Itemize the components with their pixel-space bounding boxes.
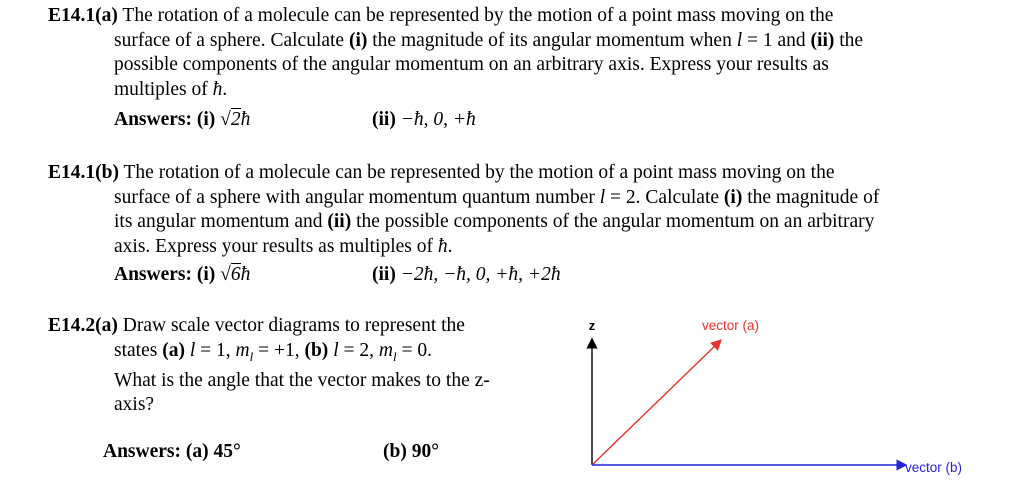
math-subscript: l: [249, 348, 254, 364]
problem-id: E14.2(a): [48, 315, 118, 336]
math-subscript: l: [392, 348, 397, 364]
math-variable: l: [736, 29, 743, 51]
part-marker: (ii): [810, 29, 835, 51]
problem-text: its angular momentum and: [114, 211, 328, 232]
hbar-symbol: ħ: [437, 235, 448, 257]
problem-text: the: [834, 29, 864, 51]
math-variable: m: [235, 339, 250, 361]
hbar-symbol: ħ: [240, 109, 251, 130]
problem-text: the magnitude of its angular momentum when: [367, 29, 737, 51]
answers-label: Answers:: [114, 109, 192, 130]
problem-text: axis. Express your results as multiples of: [114, 235, 438, 257]
problem-text: = 2,: [338, 339, 379, 361]
problem-text: The rotation of a molecule can be represented by the motion of a point mass moving on the: [122, 5, 834, 26]
problem-id: E14.1(a): [48, 5, 118, 26]
problem-text: surface of a sphere. Calculate: [114, 29, 349, 51]
problem-text: = +1,: [253, 339, 305, 361]
answer-ii-value: −ħ, 0, +ħ: [400, 109, 476, 130]
problem-text: surface of a sphere with angular momentum quantum number: [114, 186, 600, 208]
problem-text: Draw scale vector diagrams to represent the: [122, 315, 465, 336]
hbar-symbol: ħ: [240, 264, 251, 285]
problem-text: = 1,: [195, 339, 236, 361]
math-variable: m: [378, 339, 393, 361]
problem-text: multiples of: [114, 78, 213, 100]
part-marker: (i): [348, 29, 368, 51]
sqrt-symbol: √: [220, 264, 231, 285]
answer-part-label: (ii): [372, 264, 396, 285]
part-marker: (a): [162, 339, 185, 361]
problem-text: possible components of the angular momentum on an arbitrary axis. Express your results as: [114, 54, 829, 75]
z-axis-label: z: [588, 318, 596, 333]
problem-text: the possible components of the angular momentum on an arbitrary: [351, 211, 875, 232]
part-marker: (b): [304, 339, 329, 361]
radicand: 2: [230, 109, 241, 130]
radicand: 6: [230, 264, 241, 285]
problem-text: axis?: [114, 394, 155, 416]
part-marker: (ii): [327, 211, 352, 232]
problem-text: = 1 and: [742, 29, 811, 51]
problem-text: What is the angle that the vector makes to the z-: [114, 369, 490, 391]
problem-id: E14.1(b): [48, 162, 119, 183]
answer-a-value: (a) 45°: [185, 441, 241, 462]
vector-a-label: vector (a): [702, 318, 760, 333]
math-variable: l: [599, 186, 606, 208]
problem-text: the magnitude of: [742, 186, 880, 208]
answers-label: Answers:: [103, 441, 181, 462]
sqrt-symbol: √: [220, 109, 231, 130]
hbar-symbol: ħ: [212, 78, 223, 100]
math-variable: l: [333, 339, 339, 361]
math-variable: l: [189, 339, 196, 361]
part-marker: (i): [723, 186, 743, 208]
problem-text: The rotation of a molecule can be represented by the motion of a point mass moving on the: [123, 162, 835, 183]
problem-text: = 2. Calculate: [605, 186, 724, 208]
answer-part-label: (i): [196, 109, 216, 130]
answer-ii-value: −2ħ, −ħ, 0, +ħ, +2ħ: [400, 264, 561, 285]
problem-text: states: [114, 339, 163, 361]
vector-b-label: vector (b): [905, 460, 963, 475]
answer-b-value: (b) 90°: [383, 441, 440, 462]
vector-a-arrow: [592, 343, 718, 465]
answers-label: Answers:: [114, 264, 192, 285]
problem-text: .: [222, 78, 228, 100]
problem-text: .: [447, 235, 453, 257]
answer-part-label: (ii): [372, 109, 396, 130]
problem-text: = 0.: [396, 339, 432, 361]
answer-part-label: (i): [196, 264, 216, 285]
